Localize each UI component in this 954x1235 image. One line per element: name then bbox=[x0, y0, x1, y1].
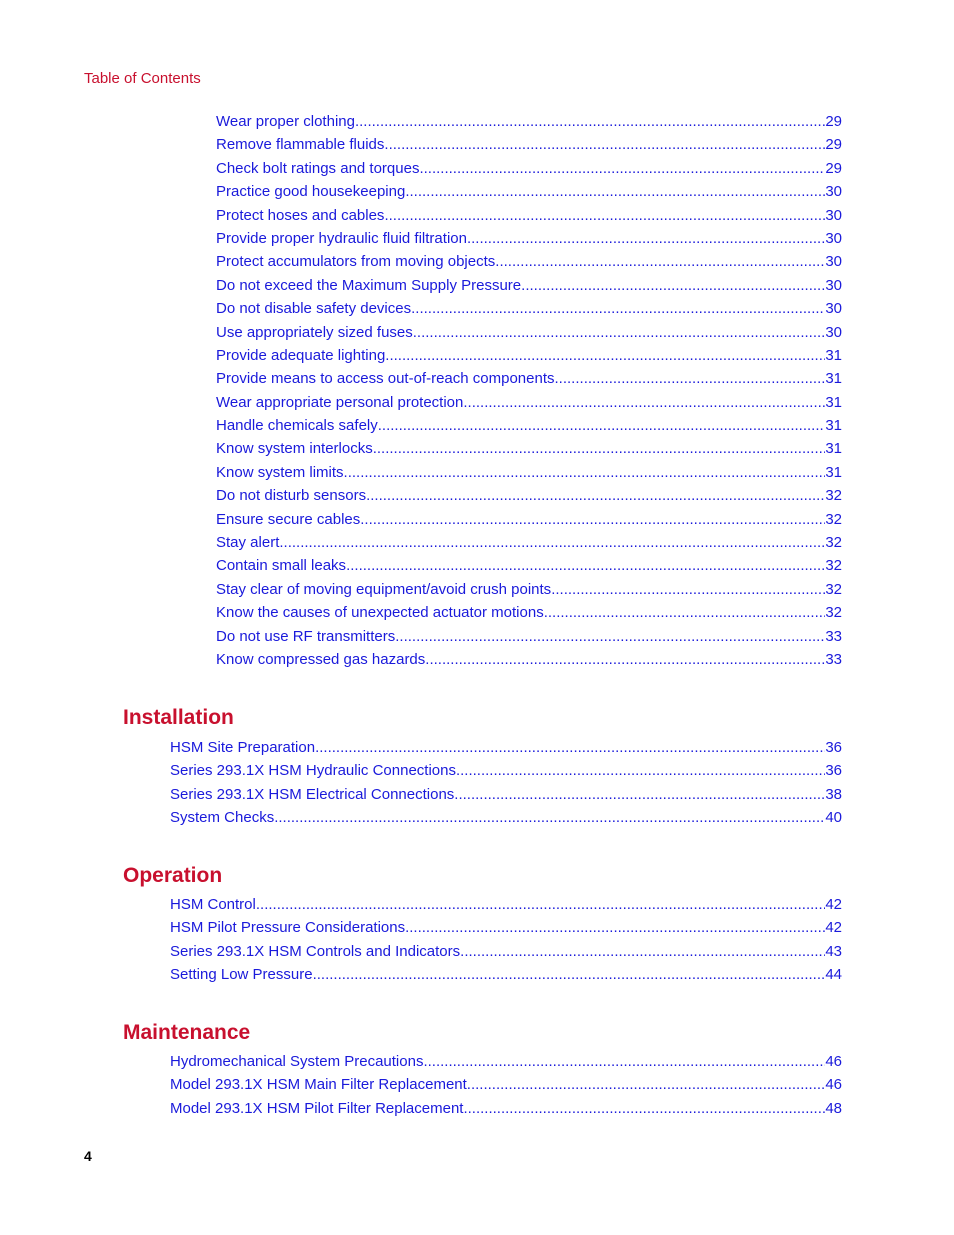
toc-entry-link[interactable] bbox=[216, 578, 842, 601]
toc-entry-page: 30 bbox=[825, 323, 842, 341]
toc-entry-page: 31 bbox=[825, 346, 842, 364]
toc-entry-title: Use appropriately sized fuses bbox=[216, 323, 413, 341]
dot-leader bbox=[385, 344, 825, 367]
dot-leader bbox=[551, 578, 825, 601]
toc-entry-link[interactable] bbox=[170, 783, 842, 806]
dot-leader bbox=[467, 227, 825, 250]
toc-entry-link[interactable] bbox=[216, 204, 842, 227]
installation-heading: Installation bbox=[123, 706, 234, 729]
toc-entry-page: 42 bbox=[825, 919, 842, 937]
toc-entry-title: HSM Control bbox=[170, 896, 256, 913]
dot-leader bbox=[346, 554, 825, 577]
toc-entry-title: Model 293.1X HSM Main Filter Replacement bbox=[170, 1076, 467, 1094]
toc-entry-page: 46 bbox=[825, 1053, 842, 1070]
toc-entry-title: Remove flammable fluids bbox=[216, 136, 385, 154]
toc-entry-link[interactable] bbox=[216, 484, 842, 507]
dot-leader bbox=[355, 110, 825, 133]
toc-entry-link[interactable] bbox=[216, 601, 842, 624]
toc-entry-title: Provide proper hydraulic fluid filtration bbox=[216, 229, 467, 247]
toc-entry-page: 36 bbox=[825, 739, 842, 756]
toc-entry-page: 31 bbox=[825, 440, 842, 458]
toc-entry-title: Do not disturb sensors bbox=[216, 487, 367, 505]
toc-entry-link[interactable] bbox=[216, 625, 842, 648]
dot-leader bbox=[423, 1050, 825, 1073]
toc-entry-page: 33 bbox=[825, 627, 842, 645]
toc-entry-title: Provide adequate lighting bbox=[216, 346, 386, 364]
toc-entry-page: 42 bbox=[825, 896, 842, 913]
toc-entry-page: 33 bbox=[825, 650, 842, 668]
dot-leader bbox=[495, 250, 825, 273]
toc-entry-page: 30 bbox=[825, 206, 842, 224]
toc-entry-link[interactable] bbox=[216, 133, 842, 156]
safety-toc-list bbox=[216, 110, 842, 671]
dot-leader bbox=[315, 736, 825, 759]
toc-entry-title: Protect accumulators from moving objects bbox=[216, 253, 496, 271]
dot-leader bbox=[405, 916, 825, 939]
dot-leader bbox=[395, 625, 825, 648]
toc-entry-title: Provide means to access out-of-reach components bbox=[216, 370, 555, 388]
dot-leader bbox=[425, 648, 825, 671]
toc-entry-title: Contain small leaks bbox=[216, 557, 347, 575]
toc-entry-title: Wear proper clothing bbox=[216, 113, 355, 130]
toc-entry-page: 32 bbox=[825, 487, 842, 505]
toc-entry-title: Know compressed gas hazards bbox=[216, 650, 426, 668]
toc-entry-page: 32 bbox=[825, 510, 842, 528]
toc-entry-title: Model 293.1X HSM Pilot Filter Replacement bbox=[170, 1099, 464, 1117]
toc-entry-link[interactable] bbox=[170, 1050, 842, 1073]
maintenance-toc-list bbox=[170, 1050, 842, 1120]
dot-leader bbox=[373, 437, 826, 460]
toc-entry-link[interactable] bbox=[170, 806, 842, 829]
toc-entry-link[interactable] bbox=[216, 367, 842, 390]
toc-entry-page: 30 bbox=[825, 300, 842, 318]
toc-entry-link[interactable] bbox=[216, 110, 842, 133]
toc-entry-page: 38 bbox=[825, 785, 842, 803]
toc-entry-page: 29 bbox=[825, 113, 842, 130]
toc-entry-link[interactable] bbox=[216, 297, 842, 320]
toc-entry-title: System Checks bbox=[170, 809, 275, 827]
page-number: 4 bbox=[84, 1148, 92, 1164]
dot-leader bbox=[419, 157, 825, 180]
toc-entry-page: 29 bbox=[825, 136, 842, 154]
toc-entry-link[interactable] bbox=[170, 759, 842, 782]
toc-entry-page: 46 bbox=[825, 1076, 842, 1094]
toc-entry-link[interactable] bbox=[170, 963, 842, 986]
toc-entry-page: 29 bbox=[825, 159, 842, 177]
dot-leader bbox=[413, 321, 826, 344]
toc-entry-link[interactable] bbox=[216, 648, 842, 671]
dot-leader bbox=[279, 531, 825, 554]
toc-entry-link[interactable] bbox=[170, 1097, 842, 1120]
toc-entry-link[interactable] bbox=[170, 736, 842, 759]
toc-entry-link[interactable] bbox=[216, 180, 842, 203]
toc-entry-title: Stay clear of moving equipment/avoid crush points bbox=[216, 580, 552, 598]
toc-entry-page: 30 bbox=[825, 183, 842, 201]
toc-entry-link[interactable] bbox=[216, 554, 842, 577]
dot-leader bbox=[344, 461, 826, 484]
toc-entry-page: 48 bbox=[825, 1099, 842, 1117]
toc-entry-link[interactable] bbox=[216, 437, 842, 460]
installation-toc-list bbox=[170, 736, 842, 830]
toc-entry-link[interactable] bbox=[216, 274, 842, 297]
toc-entry-title: Series 293.1X HSM Electrical Connections bbox=[170, 785, 455, 803]
toc-entry-title: Protect hoses and cables bbox=[216, 206, 385, 224]
toc-entry-link[interactable] bbox=[216, 508, 842, 531]
toc-entry-link[interactable] bbox=[216, 391, 842, 414]
toc-entry-title: Check bolt ratings and torques bbox=[216, 159, 420, 177]
toc-entry-title: Hydromechanical System Precautions bbox=[170, 1053, 424, 1070]
toc-entry-title: HSM Site Preparation bbox=[170, 739, 316, 756]
toc-entry-page: 30 bbox=[825, 276, 842, 294]
dot-leader bbox=[544, 601, 826, 624]
toc-entry-page: 30 bbox=[825, 229, 842, 247]
toc-entry-page: 40 bbox=[825, 809, 842, 827]
toc-entry-link[interactable] bbox=[216, 344, 842, 367]
toc-entry-title: Series 293.1X HSM Hydraulic Connections bbox=[170, 762, 456, 780]
toc-entry-link[interactable] bbox=[170, 893, 842, 916]
toc-entry-title: Do not exceed the Maximum Supply Pressure bbox=[216, 276, 522, 294]
dot-leader bbox=[360, 508, 825, 531]
toc-entry-link[interactable] bbox=[216, 531, 842, 554]
operation-heading: Operation bbox=[123, 864, 223, 887]
toc-entry-link[interactable] bbox=[170, 940, 842, 963]
dot-leader bbox=[313, 963, 826, 986]
dot-leader bbox=[384, 204, 825, 227]
toc-entry-link[interactable] bbox=[216, 321, 842, 344]
dot-leader bbox=[384, 133, 825, 156]
toc-entry-title: Series 293.1X HSM Controls and Indicators bbox=[170, 942, 461, 960]
toc-entry-title: Know system interlocks bbox=[216, 440, 373, 458]
toc-entry-page: 31 bbox=[825, 393, 842, 411]
dot-leader bbox=[463, 1097, 825, 1120]
dot-leader bbox=[274, 806, 825, 829]
toc-entry-page: 31 bbox=[825, 370, 842, 388]
dot-leader bbox=[405, 180, 825, 203]
dot-leader bbox=[463, 391, 825, 414]
toc-entry-link[interactable] bbox=[216, 157, 842, 180]
toc-entry-title: Wear appropriate personal protection bbox=[216, 393, 464, 411]
toc-entry-title: Know the causes of unexpected actuator motions bbox=[216, 604, 544, 622]
toc-entry-page: 32 bbox=[825, 604, 842, 622]
toc-entry-page: 32 bbox=[825, 534, 842, 552]
dot-leader bbox=[411, 297, 825, 320]
toc-entry-link[interactable] bbox=[216, 414, 842, 437]
toc-entry-title: Setting Low Pressure bbox=[170, 966, 313, 984]
toc-entry-title: Handle chemicals safely bbox=[216, 417, 378, 435]
toc-entry-link[interactable] bbox=[216, 227, 842, 250]
dot-leader bbox=[460, 940, 825, 963]
toc-entry-title: Ensure secure cables bbox=[216, 510, 361, 528]
operation-toc-list bbox=[170, 893, 842, 987]
running-header: Table of Contents bbox=[84, 70, 201, 87]
toc-entry-title: Practice good housekeeping bbox=[216, 183, 406, 201]
toc-entry-link[interactable] bbox=[216, 250, 842, 273]
toc-entry-title: Do not disable safety devices bbox=[216, 300, 412, 318]
toc-entry-page: 31 bbox=[825, 417, 842, 435]
dot-leader bbox=[366, 484, 825, 507]
maintenance-heading: Maintenance bbox=[123, 1021, 251, 1044]
toc-entry-page: 44 bbox=[825, 966, 842, 984]
toc-entry-page: 36 bbox=[825, 762, 842, 780]
toc-entry-title: Do not use RF transmitters bbox=[216, 627, 396, 645]
toc-entry-page: 32 bbox=[825, 580, 842, 598]
dot-leader bbox=[456, 759, 825, 782]
dot-leader bbox=[521, 274, 825, 297]
toc-entry-page: 32 bbox=[825, 557, 842, 575]
dot-leader bbox=[378, 414, 826, 437]
dot-leader bbox=[467, 1073, 826, 1096]
toc-entry-page: 43 bbox=[825, 942, 842, 960]
dot-leader bbox=[555, 367, 826, 390]
toc-entry-page: 30 bbox=[825, 253, 842, 271]
toc-entry-title: Stay alert bbox=[216, 534, 280, 552]
dot-leader bbox=[256, 893, 825, 916]
toc-entry-link[interactable] bbox=[170, 1073, 842, 1096]
toc-entry-title: Know system limits bbox=[216, 463, 344, 481]
dot-leader bbox=[454, 783, 825, 806]
toc-entry-link[interactable] bbox=[216, 461, 842, 484]
toc-entry-page: 31 bbox=[825, 463, 842, 481]
toc-entry-link[interactable] bbox=[170, 916, 842, 939]
toc-entry-title: HSM Pilot Pressure Considerations bbox=[170, 919, 406, 937]
